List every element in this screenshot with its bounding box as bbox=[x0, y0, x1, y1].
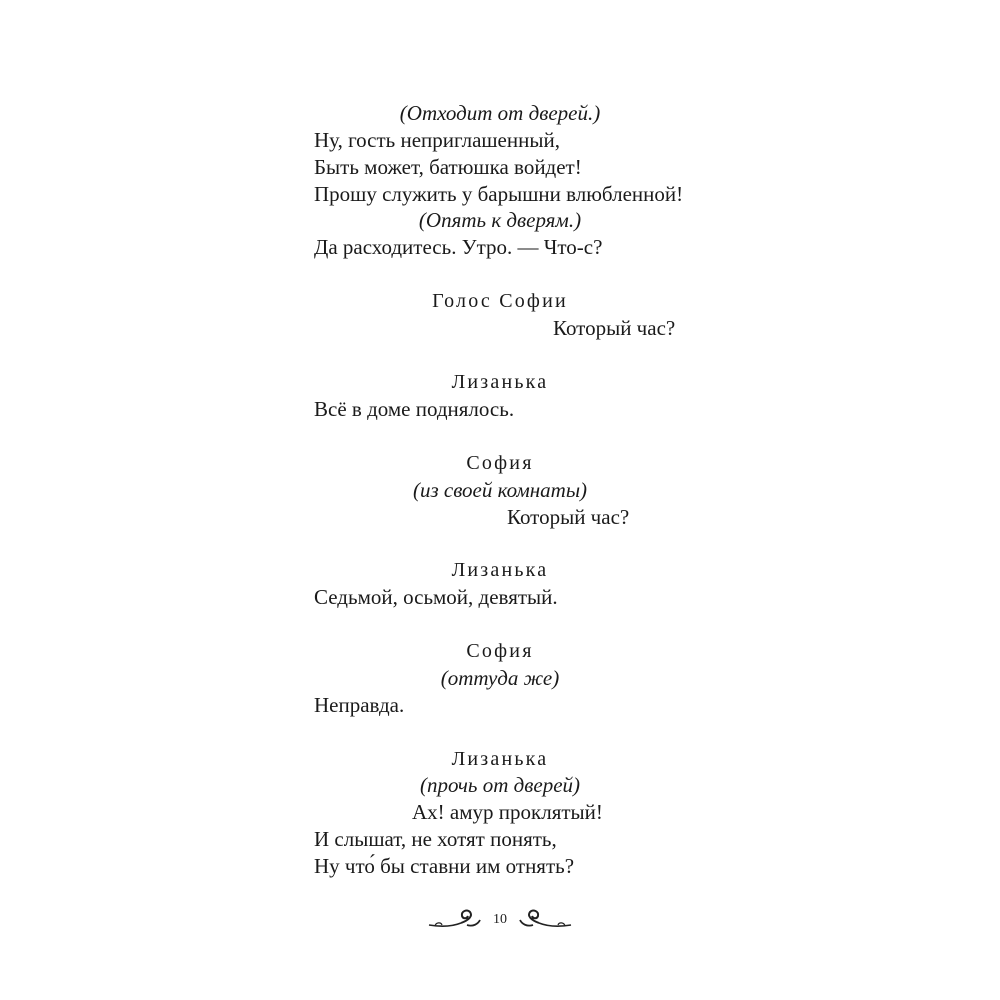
verse-line: Неправда. bbox=[314, 693, 405, 717]
stage-direction: (оттуда же) bbox=[440, 666, 560, 690]
stage-direction: (прочь от дверей) bbox=[419, 773, 581, 797]
stage-direction: (Опять к дверям.) bbox=[418, 208, 582, 232]
verse-line: Быть может, батюшка войдет! bbox=[314, 155, 582, 179]
stage-direction: (Отходит от дверей.) bbox=[399, 101, 601, 125]
speaker-name: Лизанька bbox=[451, 559, 549, 581]
speaker-name: София bbox=[466, 640, 534, 662]
scroll-ornament-left-icon bbox=[427, 908, 483, 932]
verse-line: Ах! амур проклятый! bbox=[412, 800, 603, 824]
verse-line: Прошу служить у барышни влюбленной! bbox=[314, 182, 684, 206]
verse-line: И слышат, не хотят понять, bbox=[314, 827, 557, 851]
verse-line: Ну что́ бы ставни им отнять? bbox=[314, 854, 575, 878]
verse-line: Который час? bbox=[507, 505, 630, 529]
scroll-ornament-right-icon bbox=[517, 908, 573, 932]
verse-line: Ну, гость неприглашенный, bbox=[314, 128, 560, 152]
page-number: 10 bbox=[493, 912, 507, 927]
page-footer bbox=[0, 908, 1000, 932]
verse-line: Да расходитесь. Утро. — Что-с? bbox=[314, 235, 603, 259]
verse-line: Всё в доме поднялось. bbox=[314, 397, 515, 421]
speaker-name: София bbox=[466, 452, 534, 474]
verse-line: Седьмой, осьмой, девятый. bbox=[314, 585, 558, 609]
speaker-name: Лизанька bbox=[451, 371, 549, 393]
speaker-name: Голос Софии bbox=[432, 290, 568, 312]
speaker-name: Лизанька bbox=[451, 748, 549, 770]
verse-line: Который час? bbox=[553, 316, 676, 340]
stage-direction: (из своей комнаты) bbox=[412, 478, 588, 502]
